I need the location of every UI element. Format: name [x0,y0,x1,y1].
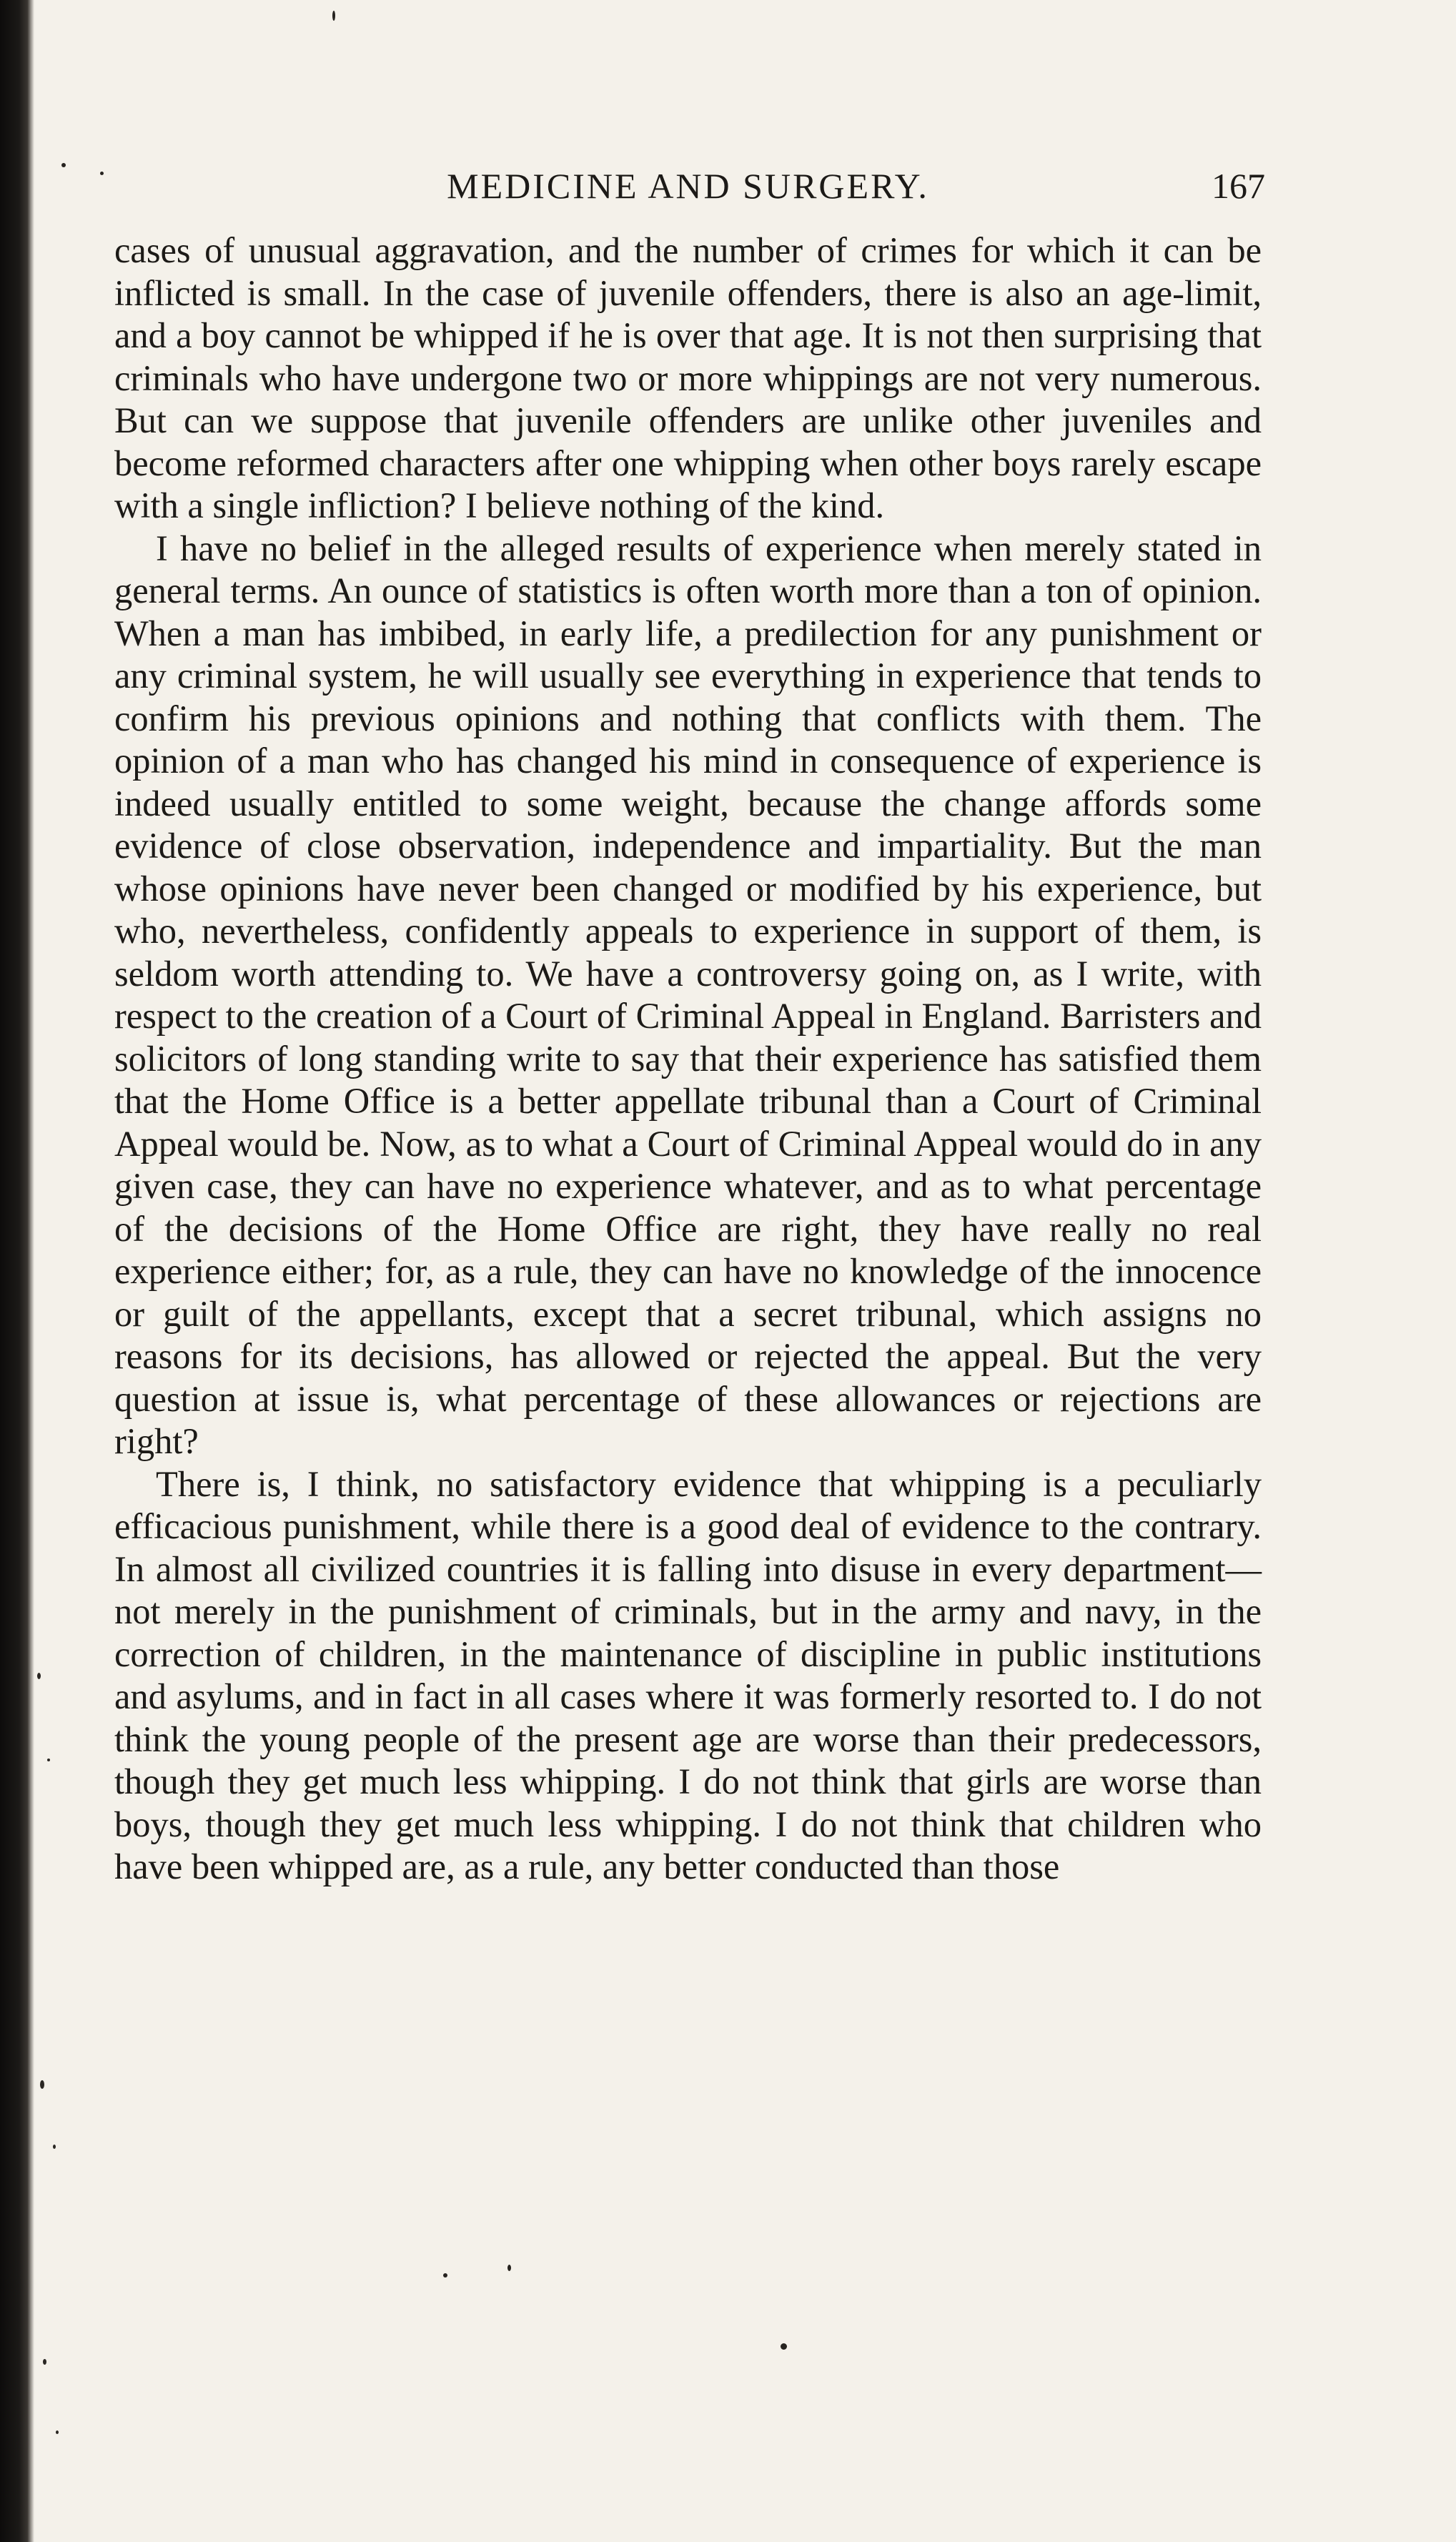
speck [56,2430,59,2434]
stray-mark [332,11,335,21]
stray-mark [781,2343,787,2350]
speck [53,2145,56,2149]
running-head [114,161,1265,211]
stray-mark [100,172,104,175]
speck [37,1673,41,1679]
stray-mark [443,2273,447,2278]
paragraph: I have no belief in the alleged results of experience when merely stated in general terms. An ounce of statistics is often worth more than a ton of opinion. When a man has imbibed, in early life, a predilection for any punishment or any criminal system, he will usually see everything in experience that tends to confirm his previous opinions and nothing that conflicts with them. The opinion of a man who has changed his mind in consequence of experience is indeed usually entitled to some weight, because the change affords some evidence of close observation, independence and impartiality. But the man whose opinions have never been changed or modified by his experience, but who, nevertheless, confidently appeals to experience in support of them, is seldom worth attending to. We have a controversy going on, as I write, with respect to the creation of a Court of Criminal Appeal in England. Barristers and solicitors of long standing write to say that their experience has satisfied them that the Home Office is a better appellate tribunal than a Court of Criminal Appeal would be. Now, as to what a Court of Criminal Appeal would do in any given case, they can have no experience whatever, and as to what percentage of the decisions of the Home Office are right, they have really no real experience either; for, as a rule, they can have no knowledge of the innocence or guilt of the appellants, except that a secret tribunal, which assigns no reasons for its decisions, has allowed or rejected the appeal. But the very question at issue is, what percentage of these allowances or rejections are right? [114,528,1262,1461]
paragraph: There is, I think, no satisfactory evidence that whipping is a peculiarly efficacious punishment, while there is a good deal of evidence to the contrary. In almost all civilized countries it is falling into disuse in every department—not merely in the punishment of criminals, but in the army and navy, in the correction of children, in the maintenance of discipline in public institutions and asylums, and in fact in all cases where it was formerly resorted to. I do not think the young people of the present age are worse than their predecessors, though they get much less whipping. I do not think that girls are worse than boys, though they get much less whipping. I do not think that children who have been whipped are, as a rule, any better conducted than those [114,1463,1262,1886]
book-page [114,161,1265,1889]
book-binding-shadow [0,0,34,2542]
running-title: MEDICINE AND SURGERY. [447,166,929,206]
stray-mark [61,163,66,167]
page-number: 167 [1212,166,1265,206]
binding-specks [34,1644,84,2502]
speck [47,1759,50,1761]
speck [40,2080,44,2089]
paragraph: cases of unusual aggravation, and the number of crimes for which it can be inflicted is small. In the case of juvenile offenders, there is also an age-limit, and a boy cannot be whipped if he is over that age. It is not then surprising that criminals who have undergone two or more whippings are not very numerous. But can we suppose that juvenile offenders are unlike other juveniles and become reformed characters after one whipping when other boys rarely escape with a single infliction? I believe nothing of the kind. [114,230,1262,525]
speck [43,2359,46,2365]
stray-mark [507,2265,511,2271]
body-text [114,229,1262,1889]
